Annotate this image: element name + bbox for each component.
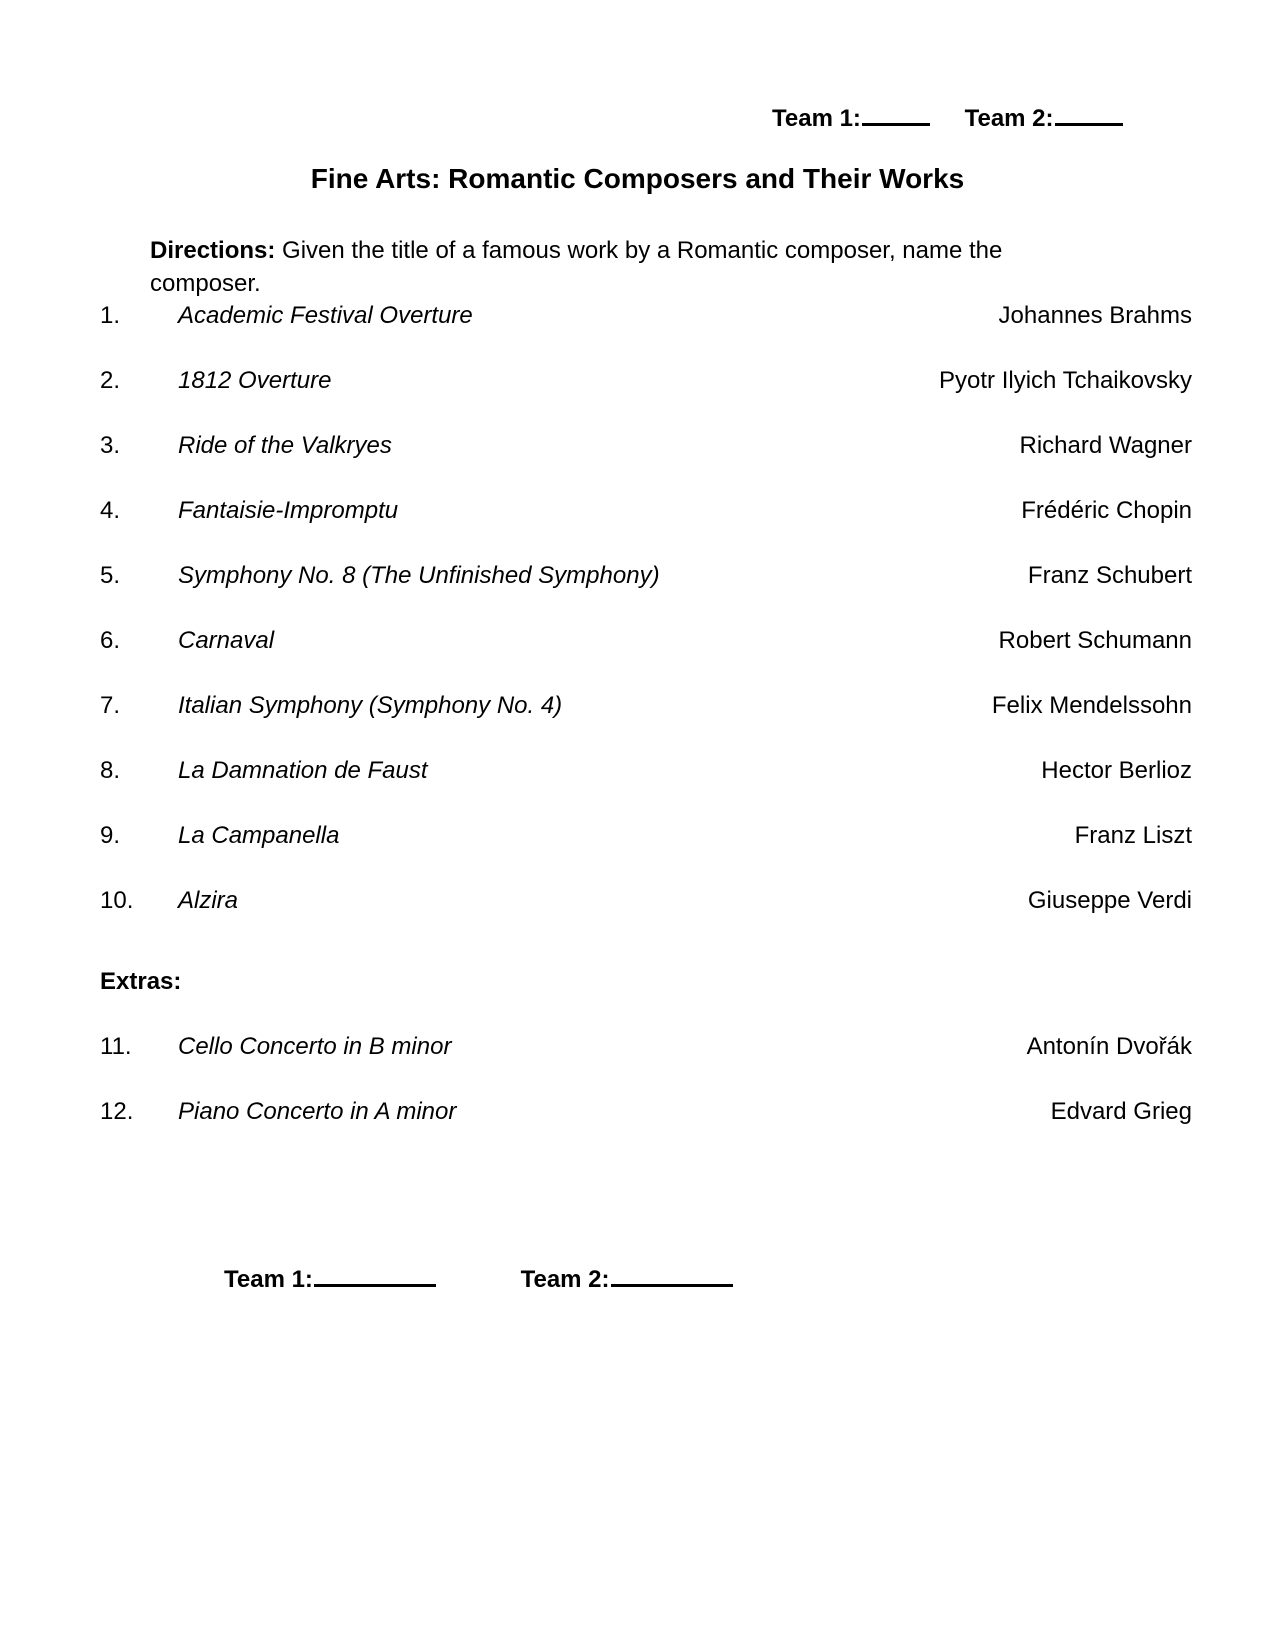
footer-team2-score-blank	[611, 1262, 733, 1287]
extra-question-row	[100, 1096, 1192, 1128]
question-number: 10.	[100, 887, 134, 914]
question-number: 9.	[100, 822, 121, 849]
directions-label: Directions:	[150, 237, 276, 264]
question-number: 1.	[100, 302, 121, 329]
question-work-title: Cello Concerto in B minor	[178, 1033, 452, 1060]
question-work-title: Symphony No. 8 (The Unfinished Symphony)	[178, 562, 660, 589]
question-number: 11.	[100, 1033, 132, 1060]
question-work-title: Piano Concerto in A minor	[178, 1098, 457, 1125]
page-title: Fine Arts: Romantic Composers and Their Works	[310, 163, 965, 194]
extras-heading: Extras:	[100, 968, 182, 995]
header-team1-label: Team 1:	[772, 105, 861, 132]
question-number: 2.	[100, 367, 121, 394]
question-answer: Antonín Dvořák	[1026, 1033, 1192, 1060]
question-answer: Franz Schubert	[1027, 562, 1192, 589]
question-number: 5.	[100, 562, 121, 589]
question-number: 4.	[100, 497, 121, 524]
question-answer: Giuseppe Verdi	[1027, 887, 1192, 914]
question-work-title: Academic Festival Overture	[178, 302, 473, 329]
question-answer: Robert Schumann	[998, 627, 1192, 654]
header-team2-label: Team 2:	[964, 105, 1054, 132]
question-work-title: Fantaisie-Impromptu	[178, 497, 399, 524]
question-number: 12.	[100, 1098, 134, 1125]
footer-team2-label: Team 2:	[520, 1266, 610, 1293]
question-answer: Pyotr Ilyich Tchaikovsky	[939, 367, 1192, 394]
question-number: 8.	[100, 757, 121, 784]
question-answer: Hector Berlioz	[1041, 757, 1192, 784]
question-answer: Felix Mendelssohn	[991, 692, 1192, 719]
directions-text: Given the title of a famous work by a Romantic composer, name the composer.	[150, 237, 1003, 297]
question-work-title: Carnaval	[178, 627, 275, 654]
question-answer: Franz Liszt	[1074, 822, 1192, 849]
question-answer: Frédéric Chopin	[1021, 497, 1192, 524]
question-work-title: Italian Symphony (Symphony No. 4)	[178, 692, 563, 719]
footer-team1-score-blank	[314, 1262, 436, 1287]
question-work-title: La Damnation de Faust	[178, 757, 428, 784]
question-number: 3.	[100, 432, 121, 459]
question-work-title: Ride of the Valkryes	[178, 432, 392, 459]
question-work-title: La Campanella	[178, 822, 340, 849]
footer-score-line	[224, 1262, 733, 1294]
question-number: 7.	[100, 692, 121, 719]
footer-team1-label: Team 1:	[224, 1266, 313, 1293]
question-answer: Richard Wagner	[1019, 432, 1192, 459]
extra-question-row	[100, 1031, 1192, 1063]
question-work-title: Alzira	[178, 887, 239, 914]
question-number: 6.	[100, 627, 121, 654]
question-answer: Edvard Grieg	[1050, 1098, 1192, 1125]
question-work-title: 1812 Overture	[178, 367, 332, 394]
question-answer: Johannes Brahms	[998, 302, 1192, 329]
